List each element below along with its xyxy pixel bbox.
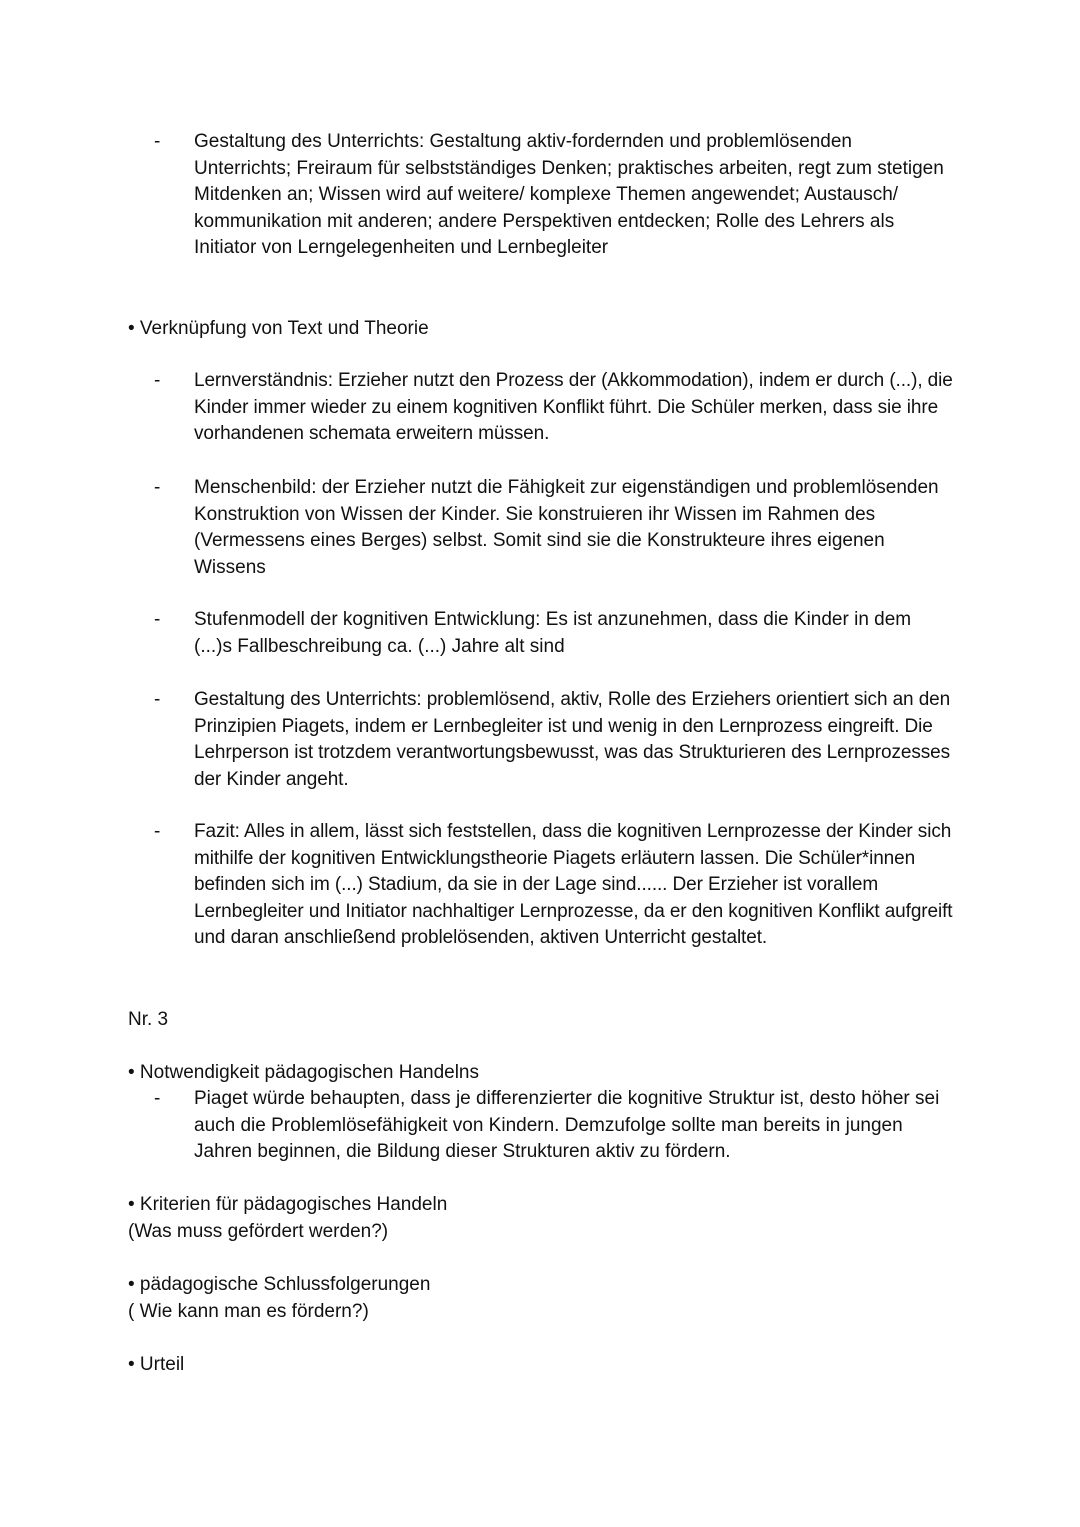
list-item-text: Lernverständnis: Erzieher nutzt den Prozess der (Akkommodation), indem er durch (...), die Kinder immer wieder zu einem kognitiven Konflikt führt. Die Schüler merken, dass sie ihre vorhandenen schemata erweitern müssen.: [194, 370, 953, 444]
bullet-heading-schlussfolgerungen: • pädagogische Schlussfolgerungen: [128, 1274, 431, 1295]
dash-marker: -: [154, 477, 161, 498]
list-item-fazit: [154, 819, 954, 952]
list-item-text: Fazit: Alles in allem, lässt sich feststellen, dass die kognitiven Lernprozesse der Kinder sich mithilfe der kognitiven Entwicklungstheorie Piagets erläutern lassen. Die Schüler*innen befinden sich im (...) Stadium, da sie in der Lage sind...... Der Erzieher ist vorallem Lernbegleiter und Initiator nachhaltiger Lernprozesse, da er den kognitiven Konflikt aufgreift und daran anschließend problelösenden, aktiven Unterricht gestaltet.: [194, 821, 953, 948]
dash-marker: -: [154, 821, 161, 842]
list-item-text: Gestaltung des Unterrichts: Gestaltung aktiv-fordernden und problemlösenden Unterrichts; Freiraum für selbstständiges Denken; praktisches arbeiten, regt zum stetigen Mitdenken an; Wissen wird auf weitere/ komplexe Themen angewendet; Austausch/ kommunikation mit anderen; andere Perspektiven entdecken; Rolle des Lehrers als Initiator von Lerngelegenheiten und Lernbegleiter: [194, 131, 944, 258]
list-item-piaget: [154, 1086, 954, 1166]
list-item-text: Menschenbild: der Erzieher nutzt die Fähigkeit zur eigenständigen und problemlösenden Konstruktion von Wissen der Kinder. Sie konstruieren ihr Wissen im Rahmen des (Vermessens eines Berges) selbst. Somit sind sie die Konstrukteure ihres eigenen Wissens: [194, 477, 939, 578]
dash-marker: -: [154, 609, 161, 630]
section-heading-nr3: Nr. 3: [128, 1009, 169, 1030]
list-item-gestaltung-1: [154, 129, 954, 262]
dash-marker: -: [154, 689, 161, 710]
bullet-heading-kriterien: • Kriterien für pädagogisches Handeln: [128, 1194, 448, 1215]
list-item-text: Gestaltung des Unterrichts: problemlösend, aktiv, Rolle des Erziehers orientiert sich an den Prinzipien Piagets, indem er Lernbegleiter ist und wenig in den Lernprozess eingreift. Die Lehrperson ist trotzdem verantwortungsbewusst, was das Strukturieren des Lernprozesses der Kinder angeht.: [194, 689, 951, 790]
list-item-lernverstaendnis: [154, 368, 954, 448]
subheading-schlussfolgerungen: ( Wie kann man es fördern?): [128, 1301, 369, 1322]
list-item-text: Stufenmodell der kognitiven Entwicklung: Es ist anzunehmen, dass die Kinder in dem (...)s Fallbeschreibung ca. (...) Jahre alt sind: [194, 609, 912, 657]
dash-marker: -: [154, 1088, 161, 1109]
dash-marker: -: [154, 131, 161, 152]
list-item-text: Piaget würde behaupten, dass je differenzierter die kognitive Struktur ist, desto höher sei auch die Problemlösefähigkeit von Kindern. Demzufolge sollte man bereits in jungen Jahren beginnen, die Bildung dieser Strukturen aktiv zu fördern.: [194, 1088, 940, 1162]
list-item-stufenmodell: [154, 607, 954, 660]
list-item-menschenbild: [154, 475, 954, 581]
bullet-heading-verknuepfung: • Verknüpfung von Text und Theorie: [128, 318, 429, 339]
subheading-kriterien: (Was muss gefördert werden?): [128, 1221, 389, 1242]
bullet-heading-urteil: • Urteil: [128, 1354, 185, 1375]
bullet-heading-notwendigkeit: • Notwendigkeit pädagogischen Handelns: [128, 1062, 479, 1083]
list-item-gestaltung-2: [154, 687, 954, 793]
dash-marker: -: [154, 370, 161, 391]
